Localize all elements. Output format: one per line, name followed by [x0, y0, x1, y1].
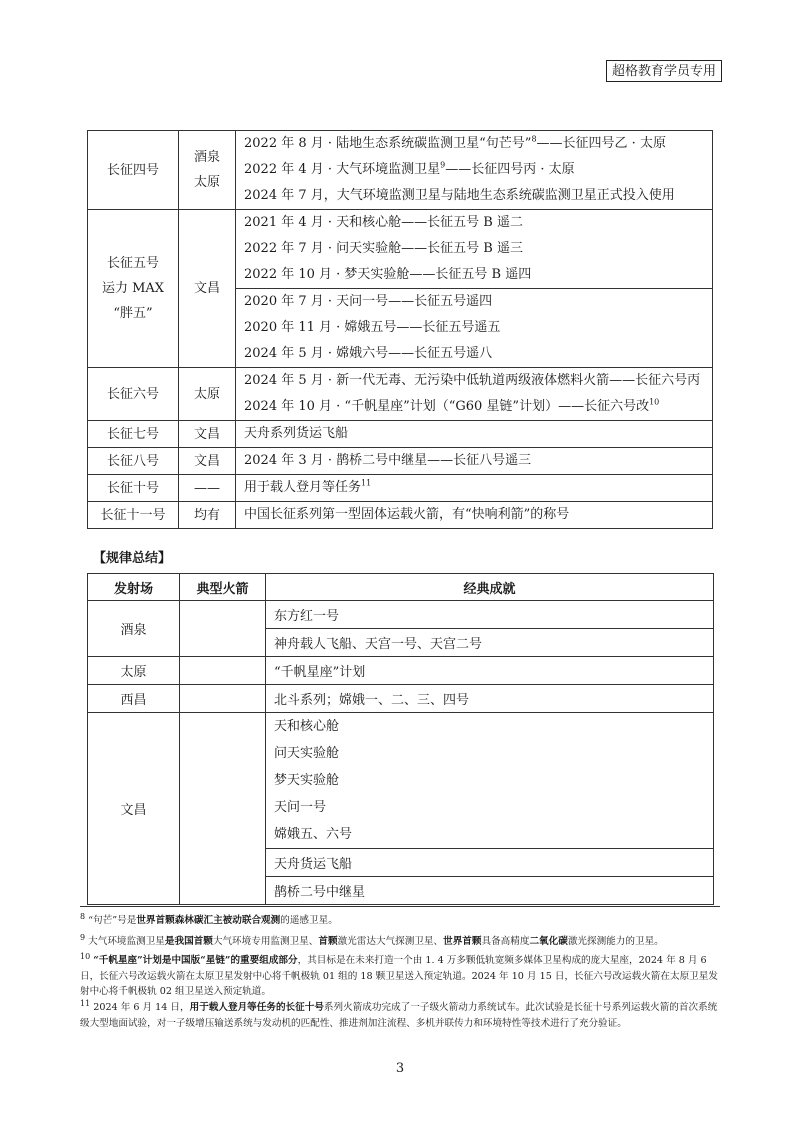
footnote-text: ，其目标是在未来打造一个由 1. 4 万多颗低轨宽频多媒体卫星构成的庞大星座，2024 年 8 月 6 日，长征六号改运载火箭在太原卫星发射中心将千帆极轨 01 组的 18 颗卫星送入预定轨道。2024 年 10 月 15 日，长征六号改运载火箭在太原卫星发射中心将千帆极轨 02 组卫星送入预定轨道。 — [80, 955, 718, 997]
launch-site-cell — [179, 502, 236, 529]
mission-cell — [236, 289, 713, 368]
footnote-text: 世界首颗 — [443, 936, 482, 947]
footnote-text: 的遥感卫星。 — [280, 915, 338, 926]
achievement-item: 问天实验舱 — [274, 746, 340, 761]
mission-cell — [236, 421, 713, 448]
footnote-text: 激光探测能力的卫星。 — [567, 936, 664, 947]
footnote-text: “千帆星座”计划是中国版“星链”的重要组成部分 — [93, 955, 298, 966]
mission-text: 2024 年 7 月，大气环境监测卫星与陆地生态系统碳监测卫星正式投入使用 — [244, 188, 675, 203]
summary-heading: 【规律总结】 — [93, 551, 172, 566]
mission-line — [244, 289, 712, 315]
achievement-item: 神舟载人飞船、天宫一号、天宫二号 — [274, 637, 483, 652]
mission-text: 用于载人登月等任务 — [244, 480, 362, 495]
rocket-name-cell: 长征五号 运力 MAX “胖五” — [88, 210, 179, 368]
footnote-text: “句芒”号是 — [88, 915, 137, 926]
mission-cell — [236, 475, 713, 502]
footnote — [80, 1000, 726, 1031]
achievement-cell — [266, 657, 714, 685]
table-row — [88, 685, 714, 713]
rocket-cell — [180, 685, 266, 713]
achievement-item: 鹊桥二号中继星 — [274, 885, 366, 900]
rocket-name-cell: 长征四号 — [88, 131, 179, 210]
watermark-stamp: 超格教育学员专用 — [606, 60, 722, 82]
mission-cell — [236, 210, 713, 289]
mission-text: 中国长征系列第一型固体运载火箭，有“快响利箭”的称号 — [244, 507, 570, 522]
footnote-number: 10 — [80, 951, 91, 961]
mission-line — [244, 236, 712, 262]
footnote-text: 首颗 — [318, 936, 338, 947]
footnote-text: 世界首颗森林碳汇主被动联合观测 — [136, 915, 281, 926]
mission-text: 2024 年 3 月 · 鹊桥二号中继星——长征八号遥三 — [244, 453, 532, 468]
table-row — [88, 421, 713, 448]
launch-site: —— — [194, 480, 220, 496]
rocket-name-cell: 长征十一号 — [88, 502, 179, 529]
launch-site: 均有 — [193, 507, 220, 523]
mission-text-tail: ——长征四号乙 · 太原 — [536, 136, 666, 151]
mission-text: 2021 年 4 月 · 天和核心舱——长征五号 B 遥二 — [244, 215, 523, 230]
launch-site: 太原 — [193, 175, 220, 190]
launch-site: 酒泉 — [193, 150, 220, 165]
mission-line — [244, 210, 712, 236]
footnote-ref: 9 — [440, 160, 446, 170]
table-row — [88, 601, 714, 629]
launch-site-cell — [179, 421, 236, 448]
mission-text: 2020 年 7 月 · 天问一号——长征五号遥四 — [244, 294, 493, 309]
site-cell: 文昌 — [88, 713, 180, 905]
footnote-text: 二氧化碳 — [529, 936, 568, 947]
table-row — [88, 713, 714, 849]
mission-line — [244, 315, 712, 341]
achievement-item: 天问一号 — [274, 800, 327, 815]
mission-cell — [236, 368, 713, 421]
achievement-cell — [266, 849, 714, 877]
column-header: 发射场 — [88, 574, 180, 601]
mission-line — [244, 394, 712, 420]
achievement-item: 嫦娥五、六号 — [274, 827, 353, 842]
launch-site-cell — [179, 210, 236, 368]
footnote-text: 激光雷达大气探测卫星、 — [337, 936, 444, 947]
footnote-ref: 10 — [649, 397, 660, 407]
launch-site-cell — [179, 448, 236, 475]
footnote — [80, 934, 726, 950]
mission-line — [244, 475, 712, 501]
mission-text: 2022 年 10 月 · 梦天实验舱——长征五号 B 遥四 — [244, 267, 532, 282]
footnote-ref: 11 — [361, 478, 372, 488]
page-number: 3 — [395, 1061, 405, 1076]
mission-line — [244, 502, 712, 528]
column-header: 经典成就 — [266, 574, 714, 601]
achievement-item: 东方红一号 — [274, 609, 340, 624]
rocket-name-cell: 长征六号 — [88, 368, 179, 421]
mission-cell — [236, 131, 713, 210]
mission-text: 2022 年 4 月 · 大气环境监测卫星 — [244, 162, 441, 177]
table-row — [88, 131, 713, 210]
launch-site: 文昌 — [193, 453, 220, 469]
achievement-item: “千帆星座”计划 — [274, 665, 366, 680]
mission-cell — [236, 502, 713, 529]
mission-line — [244, 157, 712, 183]
achievement-item: 天舟货运飞船 — [274, 857, 353, 872]
table-row — [88, 210, 713, 289]
rocket-cell — [180, 713, 266, 905]
rocket-name-cell: 长征八号 — [88, 448, 179, 475]
table-row — [88, 502, 713, 529]
table-row — [88, 448, 713, 475]
table-row — [88, 657, 714, 685]
mission-line — [244, 262, 712, 288]
launch-site-cell — [179, 368, 236, 421]
site-cell: 太原 — [88, 657, 180, 685]
footnote-text: 是我国首颗 — [164, 936, 213, 947]
footnote-text: 大气环境监测卫星 — [88, 936, 165, 947]
achievement-cell — [266, 685, 714, 713]
footnote-text: 系列火箭成功完成了一子级火箭动力系统试车。此次试验是长征十号系列运载火箭的首次系统级大型地面试验，对一子级增压输送系统与发动机的匹配性、推进剂加注流程、多机并联传力和环境特性等技术进行了充分验证。 — [80, 1002, 718, 1029]
mission-cell — [236, 448, 713, 475]
achievement-cell — [266, 629, 714, 657]
rocket-name-cell: 长征十号 — [88, 475, 179, 502]
footnote-text: 大气环境专用监测卫星、 — [212, 936, 319, 947]
mission-line — [244, 341, 712, 367]
site-cell: 酒泉 — [88, 601, 180, 657]
footnote-text: 用于载人登月等任务的长征十号 — [189, 1002, 324, 1013]
mission-line — [244, 421, 712, 447]
mission-text: 2022 年 8 月 · 陆地生态系统碳监测卫星“句芒号” — [244, 136, 532, 151]
mission-line — [244, 448, 712, 474]
mission-text: 2024 年 5 月 · 嫦娥六号——长征五号遥八 — [244, 346, 493, 361]
mission-text: 天舟系列货运飞船 — [244, 426, 349, 441]
launch-site: 太原 — [193, 386, 220, 402]
footnote — [80, 953, 726, 1000]
table-row — [88, 475, 713, 502]
mission-text: 2024 年 10 月 · “千帆星座”计划（“G60 星链”计划）——长征六号改 — [244, 399, 650, 414]
footnote — [80, 913, 726, 929]
mission-text-tail: ——长征四号丙 · 太原 — [445, 162, 575, 177]
table-row — [88, 368, 713, 421]
achievement-cell — [266, 713, 714, 849]
footnote-number: 8 — [80, 911, 86, 921]
footnote-number: 11 — [80, 998, 91, 1008]
rocket-name-cell: 长征七号 — [88, 421, 179, 448]
achievement-item: 北斗系列；嫦娥一、二、三、四号 — [274, 693, 470, 708]
mission-line — [244, 183, 712, 209]
achievement-cell — [266, 877, 714, 905]
achievement-item: 梦天实验舱 — [274, 773, 340, 788]
rocket-table — [87, 130, 713, 529]
mission-line — [244, 131, 712, 157]
mission-line — [244, 368, 712, 394]
footnote-text: 2024 年 6 月 14 日， — [93, 1002, 190, 1013]
mission-text: 2022 年 7 月 · 问天实验舱——长征五号 B 遥三 — [244, 241, 523, 256]
footnote-separator — [80, 906, 720, 907]
summary-table — [87, 573, 714, 905]
mission-text: 2024 年 5 月 · 新一代无毒、无污染中低轨道两级液体燃料火箭——长征六号丙 — [244, 373, 701, 388]
footnote-number: 9 — [80, 932, 86, 942]
mission-text: 2020 年 11 月 · 嫦娥五号——长征五号遥五 — [244, 320, 501, 335]
launch-site-cell — [179, 475, 236, 502]
site-cell: 西昌 — [88, 685, 180, 713]
achievement-cell — [266, 601, 714, 629]
rocket-cell — [180, 657, 266, 685]
launch-site-cell — [179, 131, 236, 210]
rocket-cell — [180, 601, 266, 657]
column-header: 典型火箭 — [180, 574, 266, 601]
achievement-item: 天和核心舱 — [274, 719, 340, 734]
launch-site: 文昌 — [193, 426, 220, 442]
launch-site: 文昌 — [193, 281, 220, 296]
footnote-ref: 8 — [531, 134, 537, 144]
footnote-text: 具备高精度 — [481, 936, 530, 947]
